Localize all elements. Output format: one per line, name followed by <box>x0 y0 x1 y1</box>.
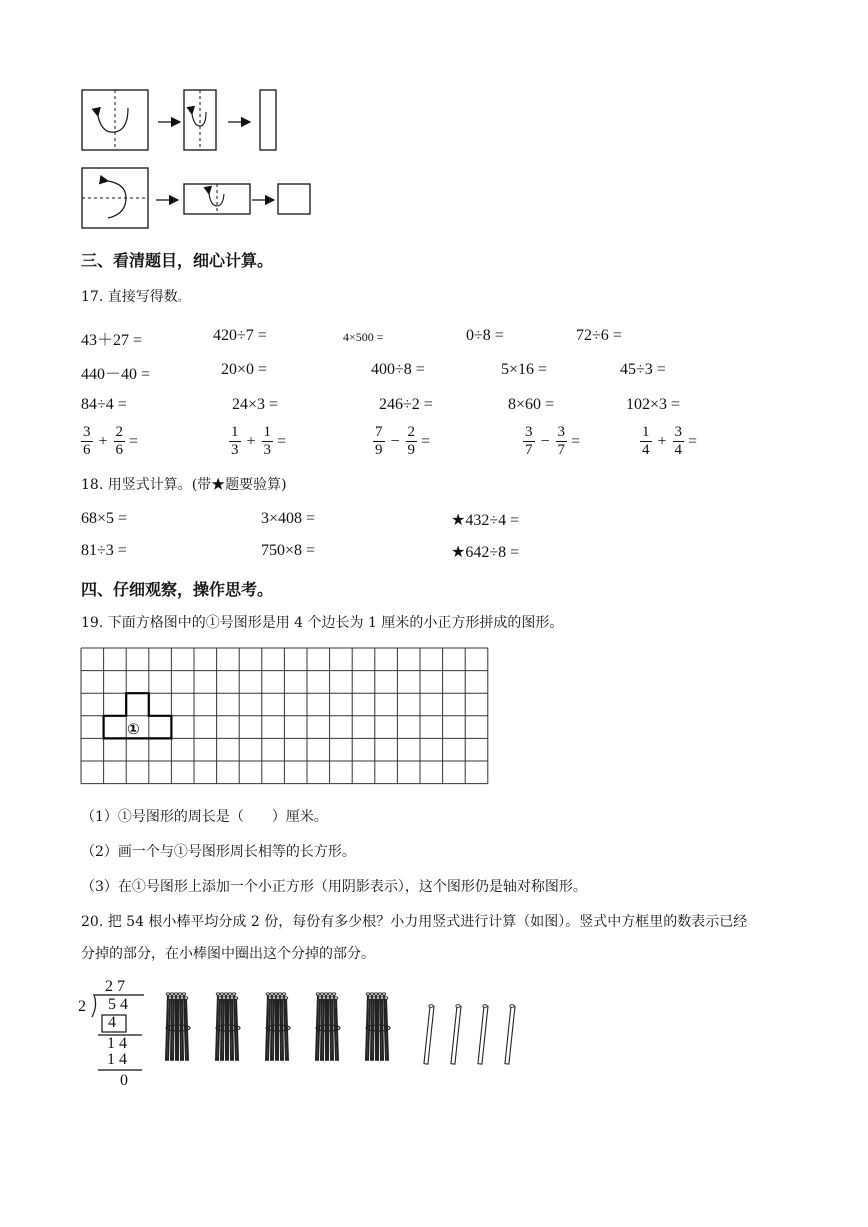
denominator: 4 <box>642 442 650 458</box>
q17-title <box>81 286 188 306</box>
numerator: 3 <box>557 424 566 440</box>
stick <box>332 998 333 1060</box>
stick-end <box>224 993 228 995</box>
fold-figures <box>78 86 318 232</box>
stick <box>221 994 222 1060</box>
division-step: 1 4 <box>107 1051 127 1068</box>
stick-end <box>218 997 222 999</box>
fold-step-square-vertical <box>82 90 148 150</box>
q20-line2: 分掉的部分，在小棒图中圈出这个分掉的部分。 <box>81 946 375 962</box>
stick-end <box>268 997 272 999</box>
stick <box>380 994 381 1060</box>
stick-bundle[interactable] <box>166 993 190 1060</box>
stick-end <box>429 1005 433 1008</box>
fold-step-square-horizontal <box>82 168 148 228</box>
stick <box>382 998 383 1060</box>
stick-end <box>232 993 236 995</box>
q17-item: 84÷4 = <box>81 396 127 413</box>
stick-end <box>222 997 226 999</box>
fraction <box>262 424 274 459</box>
stick-bundle[interactable] <box>266 993 290 1060</box>
stick <box>171 994 172 1060</box>
fold-arrow-icon <box>98 108 128 132</box>
q17-item: 420÷7 = <box>213 327 267 344</box>
q20-line1: 20. 把 54 根小棒平均分成 2 份，每份有多少根？小力用竖式进行计算（如图）。竖式中方框里的数表示已经 <box>81 914 748 930</box>
numerator: 1 <box>231 424 239 440</box>
stick-end <box>234 997 238 999</box>
division-remainder: 0 <box>120 1072 128 1089</box>
numerator: 2 <box>115 424 124 440</box>
single-stick[interactable] <box>478 1005 488 1064</box>
equals: = <box>688 432 698 450</box>
section-4-heading: 四、仔细观察，操作思考。 <box>81 580 274 599</box>
shape-1-label: ① <box>127 720 140 738</box>
stick <box>232 998 233 1060</box>
stick <box>271 994 272 1060</box>
q17-fraction-item <box>229 424 286 459</box>
denominator: 3 <box>263 442 272 458</box>
stick-end <box>322 997 326 999</box>
q17-item: 8×60 = <box>508 396 555 413</box>
stick-end <box>332 993 336 995</box>
q17-item: 0÷8 = <box>466 327 504 344</box>
stick <box>323 998 324 1060</box>
stick-end <box>182 993 186 995</box>
q17-item: 72÷6 = <box>576 327 622 344</box>
fraction <box>81 424 93 459</box>
stick-end <box>280 997 284 999</box>
q17-item: 20×0 = <box>221 361 268 378</box>
stick <box>321 994 322 1060</box>
stick-end <box>366 993 370 995</box>
numerator: 7 <box>375 424 383 440</box>
denominator: 7 <box>557 442 566 458</box>
denominator: 6 <box>115 442 124 458</box>
stick-end <box>266 993 270 995</box>
q18-item: 68×5 = <box>81 510 128 527</box>
q17-item: 4×500 = <box>343 330 384 344</box>
stick <box>173 998 174 1060</box>
stick-end <box>326 997 330 999</box>
stick-end <box>320 993 324 995</box>
dividend: 5 4 <box>108 996 128 1013</box>
q17-item: 246÷2 = <box>379 396 433 413</box>
stick-end <box>380 997 384 999</box>
stick-end <box>178 993 182 995</box>
fraction <box>523 424 535 459</box>
operator: + <box>98 432 108 450</box>
stick <box>373 998 374 1060</box>
stick-end <box>376 997 380 999</box>
q17-fraction-item <box>81 424 138 459</box>
q18-item: 3×408 = <box>261 510 316 527</box>
stick <box>280 994 281 1060</box>
square-grid[interactable] <box>80 647 492 787</box>
denominator: 6 <box>83 442 91 458</box>
boxed-part: 4 <box>108 1014 116 1031</box>
stick-bundle[interactable] <box>316 993 340 1060</box>
q17-fraction-item <box>523 424 580 459</box>
stick-end <box>176 997 180 999</box>
stick-end <box>510 1005 514 1008</box>
q17-fraction-item <box>373 424 430 459</box>
stick-end <box>228 993 232 995</box>
numerator: 1 <box>642 424 650 440</box>
fraction <box>673 424 685 459</box>
q17-item: 5×16 = <box>501 361 548 378</box>
fraction <box>114 424 126 459</box>
stick <box>282 998 283 1060</box>
stick <box>371 994 372 1060</box>
fraction <box>556 424 568 459</box>
stick-end <box>184 997 188 999</box>
stick <box>223 998 224 1060</box>
stick-end <box>384 997 388 999</box>
stick-end <box>378 993 382 995</box>
stick-end <box>166 993 170 995</box>
q17-item: 440－40 = <box>81 366 151 383</box>
stick-end <box>170 993 174 995</box>
stick-end <box>230 997 234 999</box>
fraction <box>373 424 385 459</box>
q19-sub3: （3）在①号图形上添加一个小正方形（用阴影表示），这个图形仍是轴对称图形。 <box>81 879 587 895</box>
division-step: 1 4 <box>107 1035 127 1052</box>
stick-body <box>451 1006 461 1064</box>
stick <box>230 994 231 1060</box>
operator: − <box>540 432 550 450</box>
stick-end <box>372 997 376 999</box>
q18-item: 750×8 = <box>261 542 316 559</box>
equals: = <box>421 432 431 450</box>
fraction <box>640 424 652 459</box>
operator: + <box>246 432 256 450</box>
divisor: 2 <box>78 998 86 1015</box>
stick-body <box>478 1006 488 1064</box>
stick <box>180 994 181 1060</box>
fold-step-half-horizontal <box>184 184 250 214</box>
equals: = <box>277 432 287 450</box>
q17-title-text: 17. 直接写得数 <box>81 289 178 305</box>
sticks-figure[interactable] <box>158 988 528 1066</box>
stick-end <box>324 993 328 995</box>
stick-bundle[interactable] <box>366 993 390 1060</box>
q19-sub1: （1）①号图形的周长是（ ）厘米。 <box>81 809 328 825</box>
stick-end <box>278 993 282 995</box>
q17-item: 24×3 = <box>232 396 279 413</box>
fold-step-half-vertical <box>184 90 216 150</box>
stick-end <box>168 997 172 999</box>
stick-end <box>456 1005 460 1008</box>
stick <box>330 994 331 1060</box>
fraction <box>406 424 418 459</box>
stick-end <box>174 993 178 995</box>
denominator: 7 <box>525 442 533 458</box>
stick-end <box>316 993 320 995</box>
q17-item: 45÷3 = <box>620 361 666 378</box>
fold-arrow-icon <box>108 181 126 218</box>
stick-end <box>370 993 374 995</box>
stick-end <box>220 993 224 995</box>
denominator: 9 <box>407 442 416 458</box>
single-stick[interactable] <box>505 1005 515 1064</box>
numerator: 3 <box>83 424 91 440</box>
stick-end <box>274 993 278 995</box>
equals: = <box>129 432 139 450</box>
fold-result-strip <box>260 90 276 150</box>
single-stick[interactable] <box>424 1005 434 1064</box>
stick-body <box>505 1006 515 1064</box>
stick-end <box>483 1005 487 1008</box>
stick-end <box>226 997 230 999</box>
numerator: 3 <box>674 424 683 440</box>
q19-sub2: （2）画一个与①号图形周长相等的长方形。 <box>81 844 356 860</box>
q17-item: 400÷8 = <box>371 361 425 378</box>
stick-end <box>318 997 322 999</box>
fold-result-square <box>278 184 310 214</box>
q18-item: 81÷3 = <box>81 542 127 559</box>
q18-item: ★642÷8 = <box>451 544 520 561</box>
q18-item: ★432÷4 = <box>451 512 520 529</box>
stick-end <box>216 993 220 995</box>
q17-fraction-item <box>640 424 697 459</box>
stick-end <box>172 997 176 999</box>
denominator: 9 <box>375 442 383 458</box>
stick <box>182 998 183 1060</box>
section-3-heading: 三、看清题目，细心计算。 <box>81 251 274 270</box>
stick-end <box>180 997 184 999</box>
single-stick[interactable] <box>451 1005 461 1064</box>
numerator: 1 <box>263 424 272 440</box>
quotient: 2 7 <box>105 978 125 995</box>
stick-body <box>424 1006 434 1064</box>
stick-end <box>368 997 372 999</box>
stick-end <box>282 993 286 995</box>
stick-end <box>374 993 378 995</box>
equals: = <box>571 432 581 450</box>
operator: − <box>390 432 400 450</box>
stick <box>273 998 274 1060</box>
numerator: 2 <box>407 424 416 440</box>
q17-title-period: 。 <box>177 293 188 304</box>
q17-item: 43＋27 = <box>81 332 143 349</box>
fraction <box>229 424 241 459</box>
stick-end <box>284 997 288 999</box>
stick-end <box>328 993 332 995</box>
fold-arrow-icon <box>192 112 206 126</box>
denominator: 3 <box>231 442 239 458</box>
denominator: 4 <box>674 442 683 458</box>
operator: + <box>657 432 667 450</box>
stick-end <box>272 997 276 999</box>
stick-end <box>276 997 280 999</box>
stick-end <box>330 997 334 999</box>
q19-title: 19. 下面方格图中的①号图形是用 4 个边长为 1 厘米的小正方形拼成的图形。 <box>81 615 564 631</box>
stick-end <box>382 993 386 995</box>
numerator: 3 <box>525 424 533 440</box>
q17-item: 102×3 = <box>626 396 681 413</box>
stick-bundle[interactable] <box>216 993 240 1060</box>
q18-title: 18. 用竖式计算。(带★题要验算) <box>81 477 287 493</box>
stick-end <box>270 993 274 995</box>
stick-end <box>334 997 338 999</box>
